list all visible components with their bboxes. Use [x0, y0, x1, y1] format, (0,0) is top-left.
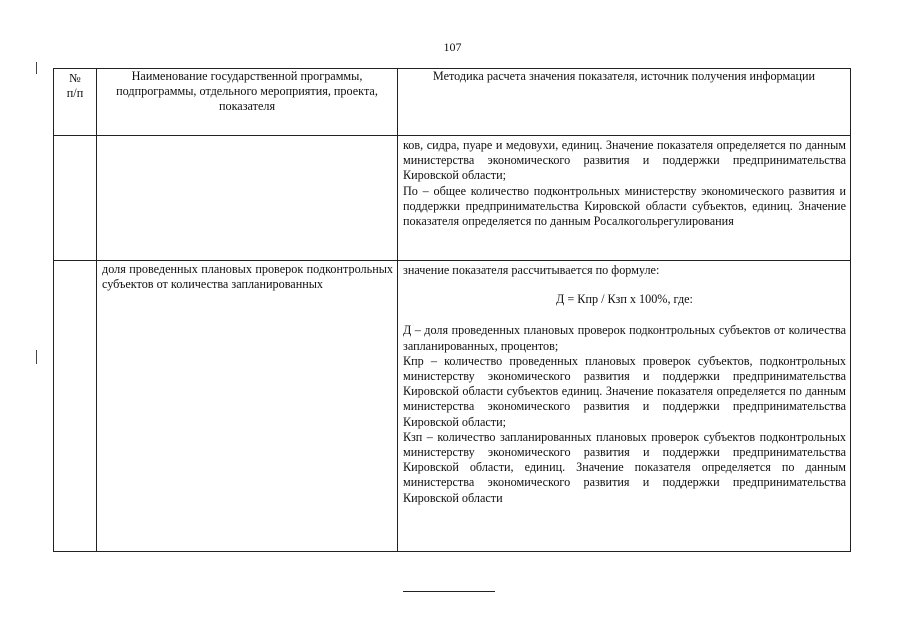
- row-number-cell: [54, 261, 97, 552]
- header-method-label: Методика расчета значения показателя, источник получения информации: [432, 69, 816, 83]
- row-name-cell: [97, 261, 398, 552]
- header-name: [97, 69, 398, 136]
- row-name-cell: [97, 136, 398, 261]
- row-name: доля проведенных плановых проверок подконтрольных субъектов от количества запланированных: [102, 262, 393, 292]
- method-paragraph: По – общее количество подконтрольных министерству экономического развития и поддержки предпринимательства Кировской области субъектов, единиц. Значение показателя определяется по данным Росалкогольрегулирования: [403, 183, 846, 229]
- row-method-cell: [398, 261, 851, 552]
- header-name-label: Наименование государственной программы, подпрограммы, отдельного мероприятия, проекта, показателя: [116, 69, 378, 114]
- method-paragraph: Д – доля проведенных плановых проверок подконтрольных субъектов от количества запланированных, процентов;: [403, 323, 846, 353]
- header-number-label: № п/п: [66, 71, 84, 101]
- formula: Д = Кпр / Кзп х 100%, где:: [556, 292, 693, 307]
- method-intro: значение показателя рассчитывается по формуле:: [403, 263, 660, 277]
- table-row: [54, 261, 851, 552]
- method-paragraph: ков, сидра, пуаре и медовухи, единиц. Значение показателя определяется по данным министерства экономического развития и поддержки предпринимательства Кировской области;: [403, 138, 846, 183]
- header-number: [54, 69, 97, 136]
- indicator-table: [53, 68, 851, 552]
- header-method: [398, 69, 851, 136]
- page-number: 107: [443, 40, 462, 54]
- table-row: [54, 136, 851, 261]
- margin-mark-middle: [36, 350, 37, 364]
- row-method-cell: [398, 136, 851, 261]
- margin-mark-top: [36, 62, 37, 74]
- table-header-row: [54, 69, 851, 136]
- footnote-rule: [403, 591, 495, 592]
- row-number-cell: [54, 136, 97, 261]
- method-paragraph: Кзп – количество запланированных плановых проверок субъектов подконтрольных министерству экономического развития и поддержки предпринимательства Кировской области, единиц. Значение показателя определяется по данным министерства экономического развития и поддержки предпринимательства Кировской области: [403, 429, 846, 505]
- method-paragraph: Кпр – количество проведенных плановых проверок субъектов, подконтрольных министерству экономического развития и поддержки предпринимательства Кировской области субъектов единиц. Значение показателя определяется по данным министерства экономического развития и поддержки предпринимательства Кировской области;: [403, 353, 846, 429]
